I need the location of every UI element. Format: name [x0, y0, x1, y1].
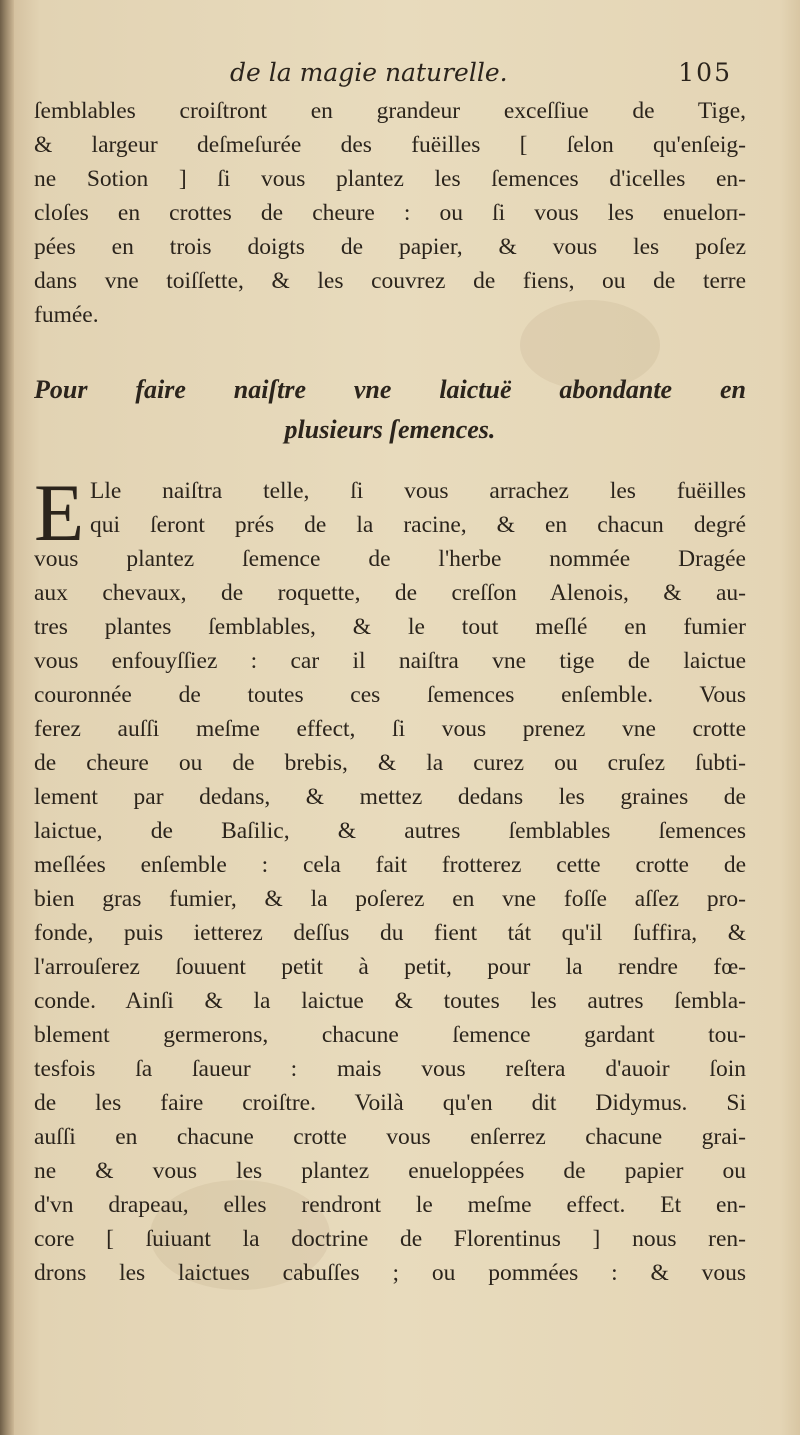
section-heading-line: Pour faire naiſtre vne laictuë abondante en [34, 375, 746, 404]
text-line: cloſes en crottes de cheure : ou ſi vous les enueloп- [34, 200, 746, 226]
text-line: pées en trois doigts de papier, & vous les poſez [34, 234, 746, 260]
text-line: lement par dedans, & mettez dedans les graines de [34, 784, 746, 810]
page-gutter [0, 0, 14, 1435]
section-body [34, 467, 746, 1290]
text-line: core [ ſuiuant la doctrine de Florentinus ] nous ren- [34, 1226, 746, 1252]
text-line: ferez auſſi meſme effect, ſi vous prenez vne crotte [34, 716, 746, 742]
text-line: ſemblables croiſtront en grandeur exceſſiue de Tige, [34, 98, 746, 124]
text-line: de cheure ou de brebis, & la curez ou cruſez ſubti- [34, 750, 746, 776]
page-number: 105 [678, 58, 732, 87]
text-line: tesfois ſa ſaueur : mais vous reſtera d'auoir ſoin [34, 1056, 746, 1082]
section-heading [34, 370, 746, 450]
text-line: vous enfouyſſiez : car il naiſtra vne tige de laictue [34, 648, 746, 674]
text-line: aux chevaux, de roquette, de creſſon Alenois, & au- [34, 580, 746, 606]
text-line: blement germerons, chacune ſemence gardant tou- [34, 1022, 746, 1048]
text-line: fumée. [34, 302, 99, 328]
text-line: tres plantes ſemblables, & le tout meſlé en fumier [34, 614, 746, 640]
text-line: drons les laictues cabuſſes ; ou pommées : & vous [34, 1260, 746, 1286]
section-heading-line: plusieurs ſemences. [284, 415, 496, 444]
text-line: l'arrouſerez ſouuent petit à petit, pour la rendre fœ- [34, 954, 746, 980]
text-line: vous plantez ſemence de l'herbe nommée Dragée [34, 546, 746, 572]
text-line: laictue, de Baſilic, & autres ſemblables ſemences [34, 818, 746, 844]
text-line: & largeur deſmeſurée des fuëilles [ ſelon qu'enſeig- [34, 132, 746, 158]
text-line: ne & vous les plantez enueloppées de papier ou [34, 1158, 746, 1184]
text-line: qui ſeront prés de la racine, & en chacun degré [90, 512, 746, 538]
text-line: d'vn drapeau, elles rendront le meſme effect. Et en- [34, 1192, 746, 1218]
drop-cap: E [34, 467, 85, 558]
text-line: conde. Ainſi & la laictue & toutes les autres ſembla- [34, 988, 746, 1014]
text-line: meſlées enſemble : cela fait frotterez cette crotte de [34, 852, 746, 878]
running-title: de la magie naturelle. [230, 58, 508, 87]
text-line: auſſi en chacune crotte vous enſerrez chacune grai- [34, 1124, 746, 1150]
text-line: bien gras fumier, & la poſerez en vne foſſe aſſez pro- [34, 886, 746, 912]
text-line: fonde, puis ietterez deſſus du fient tát qu'il ſuffira, & [34, 920, 746, 946]
text-line: Lle naiſtra telle, ſi vous arrachez les fuëilles [90, 478, 746, 504]
intro-paragraph [34, 94, 746, 332]
text-line: dans vne toiſſette, & les couvrez de fiens, ou de terre [34, 268, 746, 294]
text-line: de les faire croiſtre. Voilà qu'en dit Didymus. Si [34, 1090, 746, 1116]
text-line: ne Sotion ] ſi vous plantez les ſemences d'icelles en- [34, 166, 746, 192]
text-line: couronnée de toutes ces ſemences enſemble. Vous [34, 682, 746, 708]
